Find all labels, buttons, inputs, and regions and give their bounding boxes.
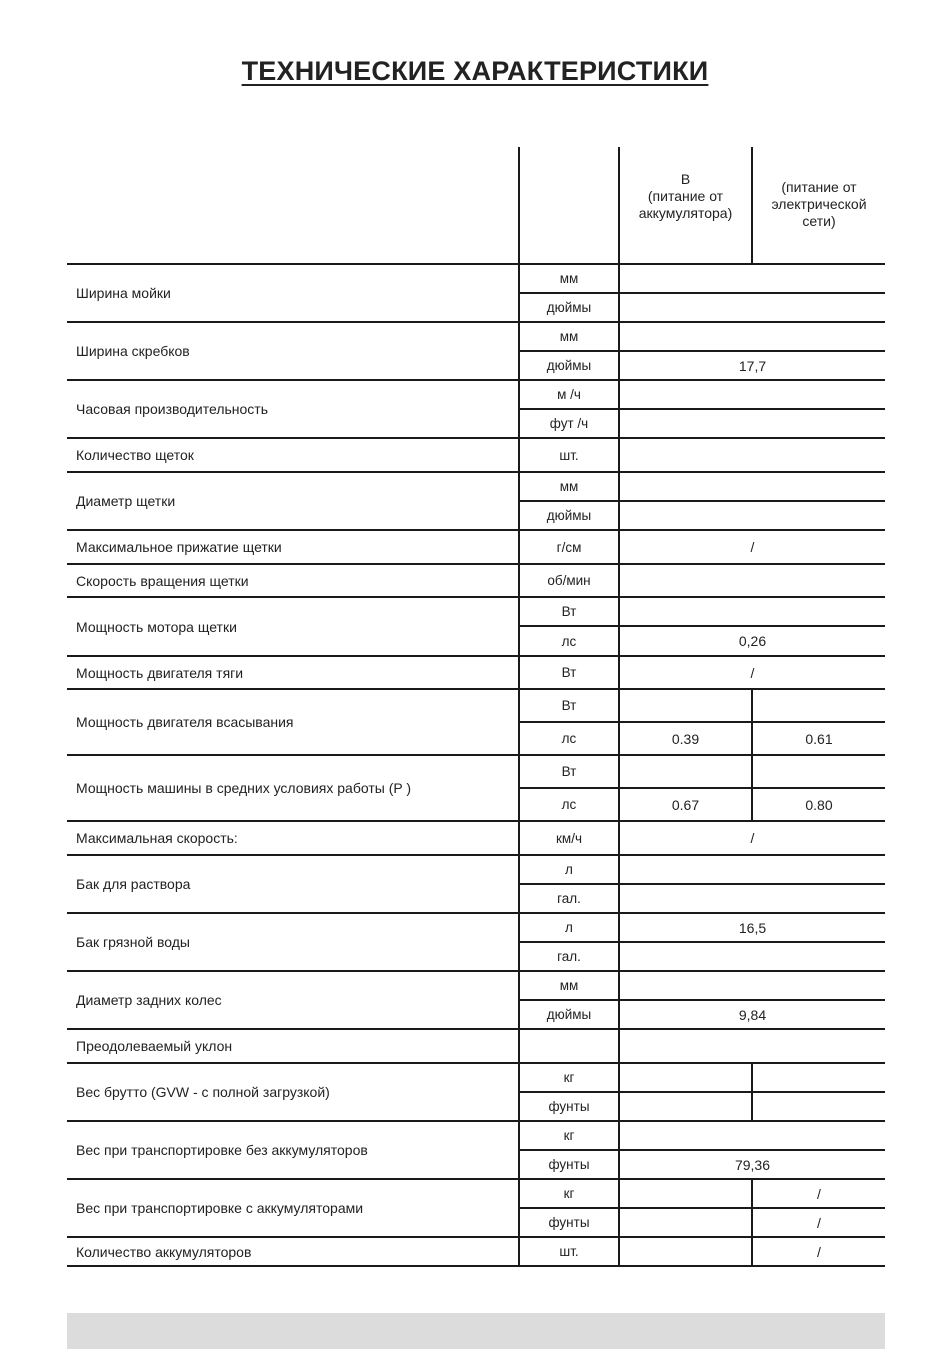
spec-row xyxy=(67,1121,885,1150)
unit-cell: г/см xyxy=(519,530,619,564)
spec-row xyxy=(67,380,885,409)
value-cell xyxy=(619,1029,885,1063)
value-cell xyxy=(619,971,885,1000)
unit-cell: фунты xyxy=(519,1092,619,1121)
unit-cell: фунты xyxy=(519,1208,619,1237)
spec-row xyxy=(67,264,885,293)
value-cell-battery xyxy=(619,1179,752,1208)
spec-label: Мощность машины в средних условиях работы (P ) xyxy=(67,755,519,821)
header-empty-cell xyxy=(67,147,519,264)
header-col-c-line: электрической xyxy=(771,196,867,212)
spec-label: Количество щеток xyxy=(67,438,519,472)
spec-label: Скорость вращения щетки xyxy=(67,564,519,597)
value-cell-battery xyxy=(619,689,752,722)
spec-label: Мощность мотора щетки xyxy=(67,597,519,656)
spec-row xyxy=(67,1237,885,1266)
value-cell xyxy=(619,1121,885,1150)
value-cell-mains: 0.80 xyxy=(752,788,885,821)
value-cell xyxy=(619,942,885,971)
value-cell-mains xyxy=(752,1063,885,1092)
spec-row xyxy=(67,689,885,722)
unit-cell: лс xyxy=(519,626,619,656)
unit-cell: Вт xyxy=(519,689,619,722)
unit-cell: мм xyxy=(519,322,619,351)
unit-cell: Вт xyxy=(519,656,619,689)
value-cell xyxy=(619,564,885,597)
header-col-c-line: (питание от xyxy=(781,179,857,195)
header-unit-cell xyxy=(519,147,619,264)
unit-cell: гал. xyxy=(519,942,619,971)
header-col-b xyxy=(619,147,752,264)
value-cell: / xyxy=(619,656,885,689)
value-cell: 16,5 xyxy=(619,913,885,942)
value-cell-battery xyxy=(619,1092,752,1121)
spec-label: Мощность двигателя тяги xyxy=(67,656,519,689)
unit-cell: мм xyxy=(519,264,619,293)
unit-cell: м /ч xyxy=(519,380,619,409)
value-cell-battery xyxy=(619,1208,752,1237)
value-cell xyxy=(619,501,885,530)
spec-row xyxy=(67,755,885,788)
spec-row xyxy=(67,1029,885,1063)
spec-label: Бак грязной воды xyxy=(67,913,519,971)
spec-label: Вес при транспортировке с аккумуляторами xyxy=(67,1179,519,1237)
value-cell-battery xyxy=(619,755,752,788)
unit-cell: шт. xyxy=(519,438,619,472)
spec-label: Максимальная скорость: xyxy=(67,821,519,855)
value-cell xyxy=(619,293,885,322)
unit-cell: дюймы xyxy=(519,1000,619,1029)
unit-cell: кг xyxy=(519,1063,619,1092)
value-cell-battery: 0.67 xyxy=(619,788,752,821)
spec-label: Максимальное прижатие щетки xyxy=(67,530,519,564)
header-col-b-line: (питание от xyxy=(647,188,724,204)
spec-row xyxy=(67,913,885,942)
header-col-c-line: сети) xyxy=(802,213,836,229)
spec-label: Количество аккумуляторов xyxy=(67,1237,519,1266)
unit-cell xyxy=(519,1029,619,1063)
value-cell-battery: 0.39 xyxy=(619,722,752,755)
header-col-c xyxy=(752,147,885,264)
unit-cell: дюймы xyxy=(519,351,619,380)
value-cell: 0,26 xyxy=(619,626,885,656)
unit-cell: л xyxy=(519,855,619,884)
spec-label: Вес при транспортировке без аккумуляторов xyxy=(67,1121,519,1179)
spec-label: Ширина мойки xyxy=(67,264,519,322)
spec-label: Вес брутто (GVW - с полной загрузкой) xyxy=(67,1063,519,1121)
spec-row xyxy=(67,564,885,597)
unit-cell: мм xyxy=(519,971,619,1000)
unit-cell: Вт xyxy=(519,597,619,626)
unit-cell: кг xyxy=(519,1121,619,1150)
spec-label: Бак для раствора xyxy=(67,855,519,913)
value-cell xyxy=(619,409,885,438)
unit-cell: дюймы xyxy=(519,501,619,530)
spec-label: Ширина скребков xyxy=(67,322,519,380)
unit-cell: дюймы xyxy=(519,293,619,322)
value-cell xyxy=(619,884,885,913)
spec-row xyxy=(67,597,885,626)
unit-cell: фунты xyxy=(519,1150,619,1179)
value-cell-mains xyxy=(752,1092,885,1121)
page-title: ТЕХНИЧЕСКИЕ ХАРАКТЕРИСТИКИ xyxy=(241,56,709,86)
spec-table-body xyxy=(67,147,885,1266)
spec-row xyxy=(67,530,885,564)
spec-label: Часовая производительность xyxy=(67,380,519,438)
value-cell: / xyxy=(619,821,885,855)
unit-cell: шт. xyxy=(519,1237,619,1266)
value-cell xyxy=(619,322,885,351)
header-col-b-line: аккумулятора) xyxy=(638,205,733,221)
spec-row xyxy=(67,1179,885,1208)
spec-label: Диаметр щетки xyxy=(67,472,519,530)
spec-label: Мощность двигателя всасывания xyxy=(67,689,519,755)
unit-cell: л xyxy=(519,913,619,942)
value-cell-mains: / xyxy=(752,1179,885,1208)
value-cell xyxy=(619,380,885,409)
value-cell: 79,36 xyxy=(619,1150,885,1179)
value-cell xyxy=(619,264,885,293)
unit-cell: об/мин xyxy=(519,564,619,597)
header-col-b-line: В xyxy=(680,171,691,187)
value-cell-mains xyxy=(752,689,885,722)
value-cell: 9,84 xyxy=(619,1000,885,1029)
spec-row xyxy=(67,971,885,1000)
spec-row xyxy=(67,855,885,884)
value-cell: / xyxy=(619,530,885,564)
unit-cell: фут /ч xyxy=(519,409,619,438)
value-cell-mains xyxy=(752,755,885,788)
unit-cell: мм xyxy=(519,472,619,501)
value-cell-battery xyxy=(619,1063,752,1092)
spec-table xyxy=(67,147,885,1267)
spec-row xyxy=(67,322,885,351)
value-cell xyxy=(619,597,885,626)
value-cell-battery xyxy=(619,1237,752,1266)
spec-row xyxy=(67,821,885,855)
unit-cell: км/ч xyxy=(519,821,619,855)
footer-bar xyxy=(67,1313,885,1349)
value-cell xyxy=(619,438,885,472)
spec-row xyxy=(67,438,885,472)
value-cell-mains: / xyxy=(752,1208,885,1237)
spec-row xyxy=(67,656,885,689)
value-cell: 17,7 xyxy=(619,351,885,380)
unit-cell: Вт xyxy=(519,755,619,788)
unit-cell: кг xyxy=(519,1179,619,1208)
value-cell-mains: / xyxy=(752,1237,885,1266)
value-cell xyxy=(619,855,885,884)
spec-row xyxy=(67,472,885,501)
spec-label: Преодолеваемый уклон xyxy=(67,1029,519,1063)
unit-cell: лс xyxy=(519,722,619,755)
value-cell xyxy=(619,472,885,501)
spec-label: Диаметр задних колес xyxy=(67,971,519,1029)
unit-cell: лс xyxy=(519,788,619,821)
unit-cell: гал. xyxy=(519,884,619,913)
header-row xyxy=(67,147,885,264)
spec-row xyxy=(67,1063,885,1092)
value-cell-mains: 0.61 xyxy=(752,722,885,755)
